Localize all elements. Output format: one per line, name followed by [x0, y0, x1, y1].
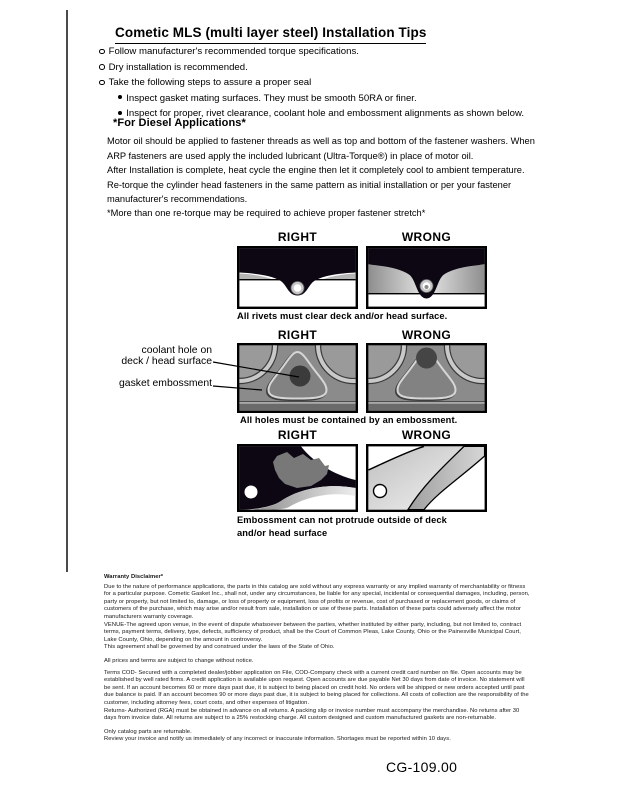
list-item — [99, 60, 524, 76]
diagram1-caption: All rivets must clear deck and/or head surface. — [237, 311, 448, 321]
filled-bullet-icon — [118, 95, 122, 99]
callout-text: coolant hole on — [141, 345, 212, 356]
diesel-applications-heading: *For Diesel Applications* — [113, 117, 246, 129]
diagram-protrusion-wrong-figure — [366, 444, 487, 512]
filled-bullet-icon — [118, 111, 122, 115]
diagram-embossment-wrong-figure — [366, 343, 487, 413]
diagram2-wrong-label: WRONG — [401, 328, 452, 342]
governing-law-text: This agreement shall be governed by and construed under the laws of the State of Ohio. — [104, 644, 335, 651]
list-item-text: Dry installation is recommended. — [108, 61, 248, 73]
open-bullet-icon — [99, 49, 105, 55]
page-title: Cometic MLS (multi layer steel) Installation Tips — [115, 25, 426, 44]
prices-terms-note: All prices and terms are subject to change without notice. — [104, 658, 254, 664]
venue-text: VENUE-The agreed upon venue, in the event of dispute whatsoever between the parties, whether instituted by either party, including, but not limited to, contract terms, payment terms, delivery, type, defects, sufficiency of product, shall be the Court of Common Pleas, Lake County, Ohio or the Painesville Municipal Court, Lake County, Ohio, depending on the amount in controversy. — [104, 622, 522, 643]
diagram-embossment-right-figure — [237, 343, 358, 413]
warranty-disclaimer-heading: Warranty Disclaimer* — [104, 574, 164, 580]
diagram3-wrong-label: WRONG — [401, 428, 452, 442]
diagram1-right-label: RIGHT — [277, 230, 318, 244]
venue-paragraph — [104, 622, 532, 652]
warranty-paragraph: Due to the nature of performance applications, the parts in this catalog are sold without any express warranty or any implied warranty of merchantability or fitness for a particular purpose. Cometic Gasket Inc., shall not, under any circumstances, be liable for any special, incidental or consequential damages, including, person, party or property, but not limited to, damage, or loss of property or equipment, loss of profits or revenue, cost of purchased or replacement goods, or claims of customers of the purchase, which may arise and/or result from sale, installation or use of these parts. Installation of these parts could adversely affect the motor manufacturers warranty coverage. — [104, 584, 530, 620]
diagram3-right-label: RIGHT — [277, 428, 318, 442]
returns-paragraph: Returns- Authorized (RGA) must be obtained in advance on all returns. A packing slip or invoice number must accompany the merchandise. No returns after 30 days from invoice date. All returns are subject to a 25% restocking charge. All custom designed and custom manufactured gaskets are non-returnable. — [104, 708, 520, 722]
callout-text: deck / head surface — [121, 356, 212, 368]
page-number: CG-109.00 — [386, 759, 458, 775]
page-edge-line — [66, 10, 68, 572]
review-invoice-text: Review your invoice and notify us immediately of any incorrect or inaccurate information. Shortages must be reported within 10 days. — [104, 736, 451, 743]
diesel-paragraph-2: After Installation is complete, heat cycle the engine then let it completely cool to ambient temperature. Re-torque the cylinder head fasteners in the same pattern as initial installation or per your fastener manufacturer's recommendations. — [107, 165, 525, 205]
list-item-text: Inspect gasket mating surfaces. They must be smooth 50RA or finer. — [126, 92, 417, 104]
sub-list-item — [118, 91, 524, 107]
list-item-text: Take the following steps to assure a proper seal — [108, 77, 312, 88]
gasket-embossment-callout — [112, 378, 212, 389]
diagram-protrusion-right-figure — [237, 444, 358, 512]
caption-line: Embossment can not protrude outside of deck — [237, 515, 447, 525]
retorque-note: *More than one re-torque may be required to achieve proper fastener stretch* — [107, 208, 426, 218]
list-item-text: Inspect for proper, rivet clearance, coolant hole and embossment alignments as shown below. — [126, 108, 525, 119]
diagram3-caption — [237, 514, 487, 539]
diagram-rivet-clearance-right-figure — [237, 246, 358, 309]
list-item — [99, 44, 524, 60]
diagram-rivet-clearance-wrong-figure — [366, 246, 487, 309]
open-bullet-icon — [99, 64, 105, 70]
diagram2-right-label: RIGHT — [277, 328, 318, 342]
list-item — [99, 75, 524, 91]
list-item-text: Follow manufacturer's recommended torque specifications. — [108, 46, 359, 57]
catalog-parts-note — [104, 729, 532, 744]
diesel-paragraph-1: Motor oil should be applied to fastener threads as well as top and bottom of the fastener washers. When ARP fasteners are used apply the included lubricant (Ultra-Torque®) in place of motor oil. — [107, 136, 535, 161]
installation-tips-list — [99, 44, 524, 122]
diagram1-wrong-label: WRONG — [401, 230, 452, 244]
diagram2-caption: All holes must be contained by an embossment. — [240, 415, 458, 425]
coolant-hole-callout — [112, 345, 212, 367]
terms-cod-paragraph: Terms COD- Secured with a completed dealer/jobber application on File, COD-Company check with a current credit card number on file. Open accounts may be established by well rated firms. A credit application is available upon request. Open accounts are due payable Net 30 days from date of invoice. No statement will be sent. If an account becomes 60 or more days past due, it is subject to being placed on credit hold. No orders will be shipped or new orders accepted until past due balance is paid. If an account becomes 90 or more days past due, it is subject to being placed for collections. All costs of collection are the responsibility of the customer, including attorney fees, court costs, and other expenses of litigation. — [104, 670, 529, 706]
caption-line: and/or head surface — [237, 527, 328, 538]
returnable-text: Only catalog parts are returnable. — [104, 729, 192, 735]
callout-text: gasket embossment — [119, 378, 212, 389]
open-bullet-icon — [99, 80, 105, 86]
